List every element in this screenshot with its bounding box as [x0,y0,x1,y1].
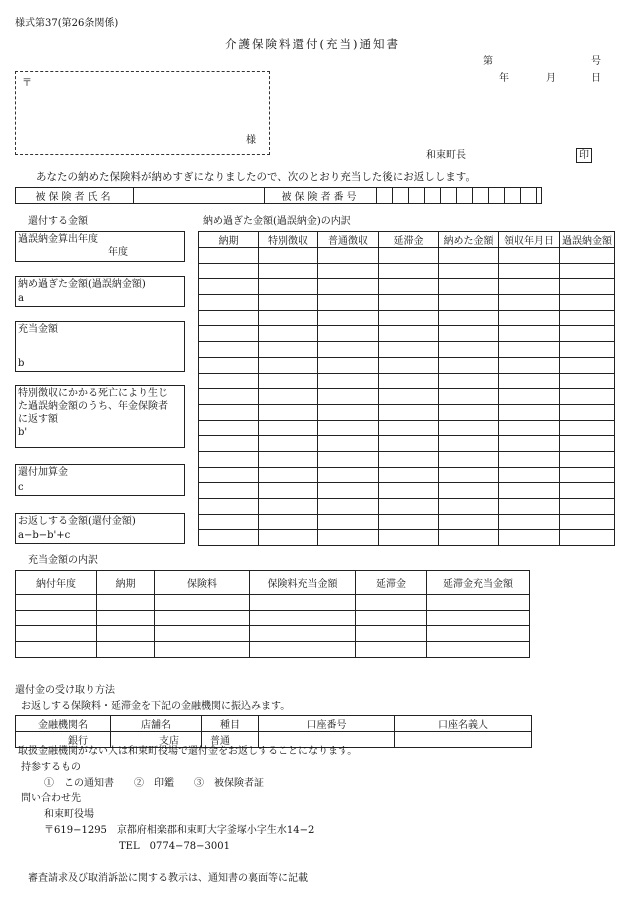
table-cell [439,248,499,264]
table-cell [259,248,318,264]
table-cell [318,499,379,515]
account-type-header: 種目 [202,716,259,732]
table-row [199,295,615,311]
table-cell [318,373,379,389]
table-cell [560,436,615,452]
table-row [199,420,615,436]
table-cell [439,279,499,295]
column-header: 納期 [199,232,259,248]
table-cell [318,310,379,326]
table-cell [499,499,560,515]
table-cell [499,342,560,358]
return-amount-box [15,513,185,544]
table-cell [356,610,427,626]
table-cell [259,436,318,452]
method-instruction: お返しする保険料・延滞金を下記の金融機関に振込みます。 [21,701,291,712]
fiscal-year-label: 過誤納金算出年度 [18,234,98,245]
table-cell [379,514,439,530]
overpayment-breakdown-table [198,231,615,546]
table-cell [499,420,560,436]
bring-items: ① この通知書 ② 印鑑 ③ 被保険者証 [44,778,264,789]
table-cell [439,295,499,311]
table-cell [199,483,259,499]
table-cell [318,248,379,264]
table-cell [499,514,560,530]
column-header: 普通徴収 [318,232,379,248]
account-holder-cell [395,732,532,748]
method-title: 還付金の受け取り方法 [15,685,115,696]
table-cell [318,514,379,530]
table-cell [199,404,259,420]
table-row [199,357,615,373]
intro-text: あなたの納めた保険料が納めすぎになりましたので、次のとおり充当した後にお返しします。 [36,171,476,183]
contact-office: 和束町役場 [44,809,94,820]
document-title: 介護保険料還付(充当)通知書 [225,37,400,51]
table-cell [259,279,318,295]
table-cell [250,595,356,611]
pension-return-box [15,385,185,448]
account-number-header: 口座番号 [259,716,395,732]
table-cell [259,514,318,530]
table-cell [379,467,439,483]
table-cell [199,530,259,546]
table-cell [199,436,259,452]
table-cell [379,326,439,342]
table-cell [499,389,560,405]
column-header: 納付年度 [16,571,97,595]
table-cell [318,436,379,452]
table-cell [379,248,439,264]
table-row [16,595,530,611]
refund-section-title: 還付する金額 [28,216,88,227]
account-type-value: 普通 [202,732,259,748]
table-cell [379,436,439,452]
table-cell [356,642,427,658]
table-row [199,279,615,295]
application-breakdown-table [15,570,530,658]
number-digit [425,188,441,204]
number-digit [441,188,457,204]
table-cell [439,342,499,358]
table-cell [97,595,155,611]
table-cell [199,248,259,264]
account-holder-header: 口座名義人 [395,716,532,732]
pension-return-line-1: 特別徴収にかかる死亡により生じ [18,388,168,399]
table-cell [379,451,439,467]
contact-address: 〒619−1295 京都府相楽郡和束町大字釜塚小字生水14−2 [44,825,315,836]
table-cell [379,295,439,311]
table-cell [560,326,615,342]
table-cell [560,451,615,467]
table-cell [250,642,356,658]
table-cell [499,326,560,342]
table-cell [199,467,259,483]
table-cell [439,420,499,436]
issuer-name: 和束町長 [426,150,466,161]
table-cell [259,389,318,405]
table-cell [155,626,250,642]
bank-table [15,715,532,748]
table-row [199,263,615,279]
address-box [15,71,270,155]
number-digit [489,188,505,204]
fiscal-year-box [15,231,185,262]
column-header: 保険料充当金額 [250,571,356,595]
overpaid-code: a [18,293,24,304]
table-cell [560,263,615,279]
table-cell [439,483,499,499]
table-cell [427,626,530,642]
branch-name-header: 店舗名 [111,716,202,732]
table-row [199,483,615,499]
insured-number-label: 被保険者番号 [265,188,377,204]
table-cell [379,483,439,499]
table-cell [499,310,560,326]
table-cell [318,326,379,342]
table-cell [16,626,97,642]
table-cell [199,514,259,530]
table-cell [379,499,439,515]
table-cell [199,326,259,342]
table-cell [499,451,560,467]
table-cell [439,263,499,279]
table-cell [356,626,427,642]
table-cell [439,467,499,483]
table-cell [379,357,439,373]
table-cell [16,642,97,658]
table-row [199,467,615,483]
column-header: 延滞金 [356,571,427,595]
table-cell [199,279,259,295]
table-cell [560,404,615,420]
insured-name-label: 被保険者氏名 [16,188,134,204]
table-cell [499,436,560,452]
application-breakdown-title: 充当金額の内訳 [28,555,98,566]
table-cell [259,530,318,546]
number-digit [377,188,393,204]
table-cell [560,389,615,405]
table-cell [560,279,615,295]
table-cell [499,530,560,546]
table-cell [318,483,379,499]
table-cell [439,310,499,326]
footer-note: 審査請求及び取消訴訟に関する教示は、通知書の裏面等に記載 [28,873,308,884]
column-header: 延滞金充当金額 [427,571,530,595]
applied-amount-label: 充当金額 [18,324,58,335]
refund-addition-code: c [18,482,24,493]
table-row [199,499,615,515]
table-cell [379,420,439,436]
table-cell [379,373,439,389]
table-cell [259,326,318,342]
table-cell [379,342,439,358]
table-cell [199,373,259,389]
postal-mark: 〒 [22,78,32,89]
table-cell [318,389,379,405]
number-suffix: 号 [591,56,601,67]
table-cell [560,373,615,389]
date-day: 日 [591,73,601,84]
table-cell [259,451,318,467]
refund-addition-box [15,464,185,496]
insured-info-table [15,187,542,204]
table-row [199,326,615,342]
fiscal-year-unit: 年度 [108,247,128,258]
table-cell [259,499,318,515]
number-digit [393,188,409,204]
table-cell [199,263,259,279]
table-cell [560,499,615,515]
number-digit [473,188,489,204]
table-cell [379,530,439,546]
overpayment-breakdown-title: 納め過ぎた金額(過誤納金)の内訳 [203,216,351,227]
table-cell [499,467,560,483]
table-cell [499,279,560,295]
table-row [199,530,615,546]
table-cell [439,404,499,420]
table-cell [427,642,530,658]
branch-suffix: 支店 [111,732,202,748]
table-cell [318,295,379,311]
table-cell [439,357,499,373]
table-row [199,373,615,389]
table-row [16,642,530,658]
table-cell [259,357,318,373]
table-cell [259,420,318,436]
bank-suffix: 銀行 [16,732,111,748]
column-header: 保険料 [155,571,250,595]
table-cell [199,451,259,467]
column-header: 納期 [97,571,155,595]
table-row [199,248,615,264]
table-cell [250,610,356,626]
table-cell [318,530,379,546]
number-digit [521,188,537,204]
overpaid-amount-label: 納め過ぎた金額(過誤納金額) [18,279,146,290]
date-year: 年 [499,73,509,84]
table-cell [16,610,97,626]
table-cell [259,483,318,499]
table-cell [199,357,259,373]
table-cell [318,451,379,467]
table-cell [560,310,615,326]
table-cell [356,595,427,611]
table-cell [560,467,615,483]
table-cell [499,404,560,420]
number-digit [457,188,473,204]
insured-name-cell [134,188,265,204]
table-cell [439,530,499,546]
applied-amount-box [15,321,185,372]
table-cell [560,530,615,546]
table-cell [439,389,499,405]
table-cell [560,248,615,264]
column-header: 延滞金 [379,232,439,248]
table-cell [439,436,499,452]
return-amount-formula: a−b−b'+c [18,530,71,541]
table-row [199,389,615,405]
form-number: 様式第37(第26条関係) [15,18,119,29]
table-cell [560,483,615,499]
number-prefix: 第 [483,56,493,67]
no-bank-note: 取扱金融機関がない人は和束町役場で還付金をお返しすることになります。 [18,746,358,757]
table-cell [318,263,379,279]
table-cell [199,389,259,405]
table-cell [499,248,560,264]
seal-mark: 印 [576,148,592,163]
table-cell [427,610,530,626]
table-cell [439,373,499,389]
table-cell [199,499,259,515]
table-cell [379,389,439,405]
table-cell [199,420,259,436]
table-cell [318,467,379,483]
table-row [16,610,530,626]
table-row [199,451,615,467]
contact-title: 問い合わせ先 [21,793,81,804]
table-cell [97,626,155,642]
table-row [199,342,615,358]
table-cell [427,595,530,611]
table-cell [318,404,379,420]
table-cell [259,342,318,358]
table-cell [318,279,379,295]
table-cell [199,310,259,326]
column-header: 過誤納金額 [560,232,615,248]
pension-return-line-3: に返す額 [18,414,58,425]
table-cell [379,279,439,295]
table-cell [379,310,439,326]
date-month: 月 [546,73,556,84]
column-header: 納めた金額 [439,232,499,248]
table-cell [499,357,560,373]
table-cell [379,404,439,420]
number-digit [409,188,425,204]
table-cell [259,263,318,279]
table-cell [560,514,615,530]
table-cell [499,483,560,499]
table-cell [318,342,379,358]
column-header: 領収年月日 [499,232,560,248]
table-cell [379,263,439,279]
pension-return-code: b' [18,427,28,438]
table-cell [560,420,615,436]
table-row [16,626,530,642]
table-row [199,404,615,420]
table-cell [259,295,318,311]
table-cell [439,326,499,342]
table-cell [16,595,97,611]
return-amount-label: お返しする金額(還付金額) [18,516,136,527]
honorific-sama: 様 [246,135,256,146]
table-cell [560,357,615,373]
number-digit [537,188,542,204]
table-cell [439,451,499,467]
column-header: 特別徴収 [259,232,318,248]
table-row [199,436,615,452]
table-cell [560,295,615,311]
overpaid-amount-box [15,276,185,307]
table-cell [259,373,318,389]
table-cell [199,295,259,311]
bring-title: 持参するもの [21,762,81,773]
table-cell [97,642,155,658]
table-cell [560,342,615,358]
pension-return-line-2: た過誤納金額のうち、年金保険者 [18,401,168,412]
table-cell [259,310,318,326]
table-cell [155,642,250,658]
table-cell [259,404,318,420]
table-row [199,310,615,326]
table-cell [318,357,379,373]
table-cell [250,626,356,642]
table-cell [439,514,499,530]
table-cell [499,295,560,311]
table-cell [318,420,379,436]
table-cell [499,263,560,279]
applied-code: b [18,358,25,369]
table-row [199,514,615,530]
table-cell [155,610,250,626]
table-cell [499,373,560,389]
table-cell [199,342,259,358]
number-digit [505,188,521,204]
table-cell [439,499,499,515]
table-cell [97,610,155,626]
table-cell [259,467,318,483]
table-cell [155,595,250,611]
bank-name-header: 金融機関名 [16,716,111,732]
refund-addition-label: 還付加算金 [18,467,68,478]
contact-tel: TEL 0774−78−3001 [119,841,230,852]
